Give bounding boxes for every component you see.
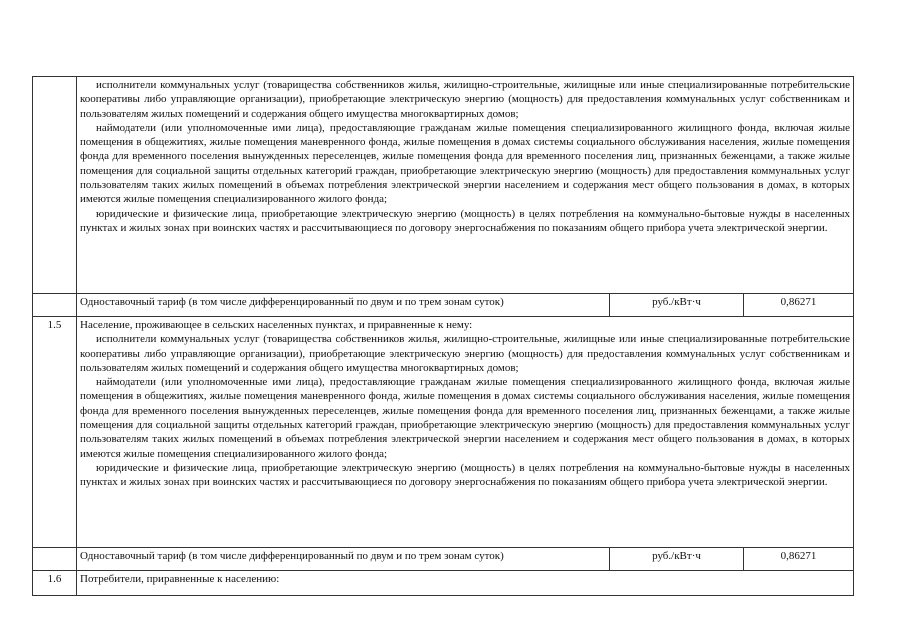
table-row <box>33 77 854 294</box>
description-paragraph: исполнители коммунальных услуг (товарищества собственников жилья, жилищно-строительные, жилищные или иные специализированные потребительские кооперативы либо управляющие организации), приобретающие электрическую энергию (мощность) для предоставления коммунальных услуг собственникам и пользователям жилых помещений и содержания общего имущества многоквартирных домов; <box>80 333 851 374</box>
tariff-unit: руб./кВт·ч <box>610 294 744 317</box>
row-number-empty <box>33 548 77 571</box>
tariff-unit: руб./кВт·ч <box>610 548 744 571</box>
description-paragraph: исполнители коммунальных услуг (товарищества собственников жилья, жилищно-строительные, жилищные или иные специализированные потребительские кооперативы либо управляющие организации), приобретающие электрическую энергию (мощность) для предоставления коммунальных услуг собственникам и пользователям жилых помещений и содержания общего имущества многоквартирных домов; <box>80 79 851 120</box>
description-paragraph: наймодатели (или уполномоченные ими лица), предоставляющие гражданам жилые помещения специализированного жилищного фонда, включая жилые помещения в общежитиях, жилые помещения маневренного фонда, жилые помещения в домах системы социального обслуживания населения, жилые помещения фонда для временного поселения вынужденных переселенцев, жилые помещения фонда для временного поселения лиц, признанных беженцами, а также жилые помещения для социальной защиты отдельных категорий граждан, приобретающие электрическую энергию (мощность) для предоставления коммунальных услуг пользователям таких жилых помещений в объемах потребления электрической энергии населением и содержания мест общего пользования в домах, в которых имеются жилые помещения специализированного жилого фонда; <box>80 376 851 460</box>
section-heading: Потребители, приравненные к населению: <box>77 571 854 596</box>
description-paragraph: юридические и физические лица, приобретающие электрическую энергию (мощность) в целях потребления на коммунально-бытовые нужды в населенных пунктах и жилых зонах при воинских частях и рассчитывающиеся по договору энергоснабжения по показаниям общего прибора учета электрической энергии. <box>80 207 851 234</box>
consumer-description <box>77 317 854 548</box>
tariff-table <box>32 76 854 596</box>
table-row <box>33 548 854 571</box>
row-number: 1.6 <box>33 571 77 596</box>
section-heading: Население, проживающее в сельских населенных пунктах, и приравненные к нему: <box>80 319 473 331</box>
consumer-description <box>77 77 854 294</box>
table-row <box>33 317 854 548</box>
tariff-value: 0,86271 <box>744 548 854 571</box>
row-number <box>33 77 77 294</box>
table-row <box>33 294 854 317</box>
tariff-value: 0,86271 <box>744 294 854 317</box>
description-paragraph: наймодатели (или уполномоченные ими лица), предоставляющие гражданам жилые помещения специализированного жилищного фонда, включая жилые помещения в общежитиях, жилые помещения маневренного фонда, жилые помещения в домах системы социального обслуживания населения, жилые помещения фонда для временного поселения вынужденных переселенцев, жилые помещения фонда для временного поселения лиц, признанных беженцами, а также жилые помещения для социальной защиты отдельных категорий граждан, приобретающие электрическую энергию (мощность) для предоставления коммунальных услуг пользователям таких жилых помещений в объемах потребления электрической энергии населением и содержания мест общего пользования в домах, в которых имеются жилые помещения специализированного жилого фонда; <box>80 121 851 206</box>
tariff-name: Одноставочный тариф (в том числе дифференцированный по двум и по трем зонам суток) <box>77 548 610 571</box>
row-number-empty <box>33 294 77 317</box>
description-paragraph: юридические и физические лица, приобретающие электрическую энергию (мощность) в целях потребления на коммунально-бытовые нужды в населенных пунктах и жилых зонах при воинских частях и рассчитывающиеся по договору энергоснабжения по показаниям общего прибора учета электрической энергии. <box>80 461 851 489</box>
row-number: 1.5 <box>33 317 77 548</box>
tariff-name: Одноставочный тариф (в том числе дифференцированный по двум и по трем зонам суток) <box>77 294 610 317</box>
table-row <box>33 571 854 596</box>
